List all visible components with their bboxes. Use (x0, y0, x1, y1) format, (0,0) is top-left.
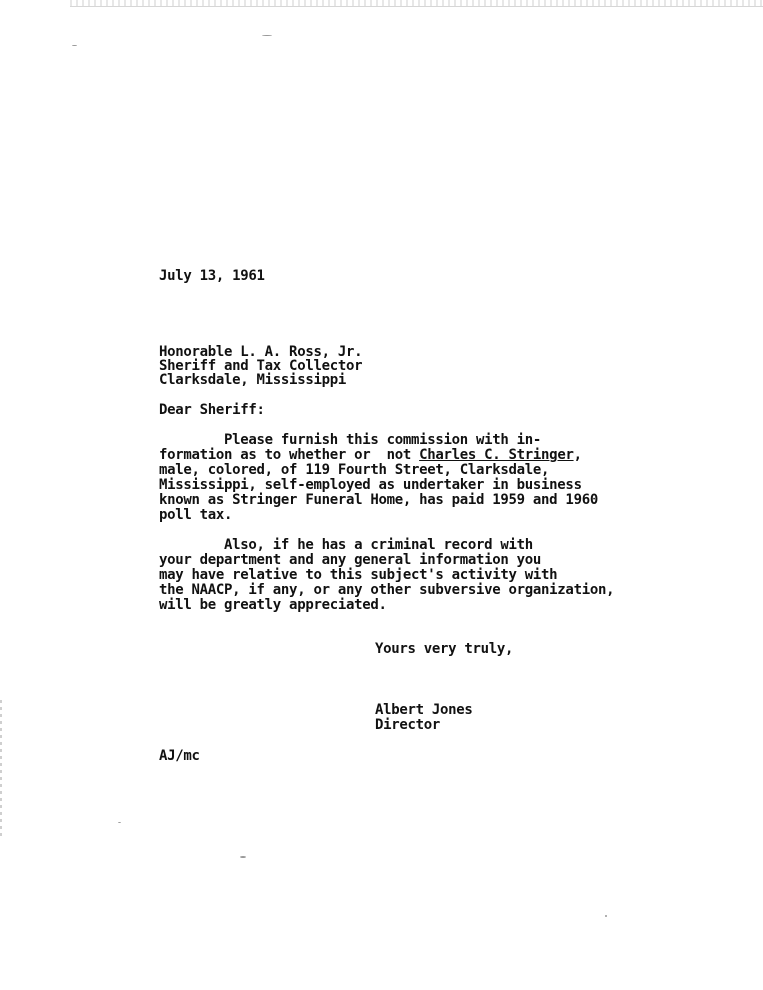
paragraph-text: , (573, 447, 582, 463)
scan-speck (605, 915, 607, 917)
recipient-line: Clarksdale, Mississippi (159, 372, 346, 388)
signer-name: Albert Jones (375, 702, 473, 718)
scan-speck (72, 45, 77, 46)
paragraph-line (159, 448, 582, 463)
paragraph-line: known as Stringer Funeral Home, has paid 1959 and 1960 (159, 492, 598, 508)
paragraph-line: may have relative to this subject's activity with (159, 567, 558, 583)
paragraph-line: the NAACP, if any, or any other subversive organization, (159, 582, 615, 598)
paragraph-line: Please furnish this commission with in- (159, 432, 542, 448)
closing: Yours very truly, (375, 641, 514, 657)
letter-date: July 13, 1961 (159, 268, 265, 284)
scan-speck (240, 856, 246, 858)
paragraph-line: Mississippi, self-employed as undertaker in business (159, 477, 582, 493)
recipient-line: Honorable L. A. Ross, Jr. (159, 344, 363, 360)
subject-name: Charles C. Stringer (419, 447, 574, 463)
scan-left-edge (0, 700, 2, 840)
paragraph-line: Also, if he has a criminal record with (159, 537, 533, 553)
paragraph-line: your department and any general information you (159, 552, 542, 568)
scan-speck (118, 822, 121, 823)
salutation: Dear Sheriff: (159, 402, 265, 418)
recipient-line: Sheriff and Tax Collector (159, 358, 363, 374)
reference-initials: AJ/mc (159, 748, 200, 764)
paragraph-line: poll tax. (159, 507, 233, 523)
scan-top-edge (70, 0, 763, 7)
signer-title: Director (375, 717, 441, 733)
paragraph-line: male, colored, of 119 Fourth Street, Clarksdale, (159, 462, 550, 478)
paragraph-text: formation as to whether or not (159, 447, 420, 463)
scan-speck (262, 35, 272, 36)
paragraph-line: will be greatly appreciated. (159, 597, 387, 613)
